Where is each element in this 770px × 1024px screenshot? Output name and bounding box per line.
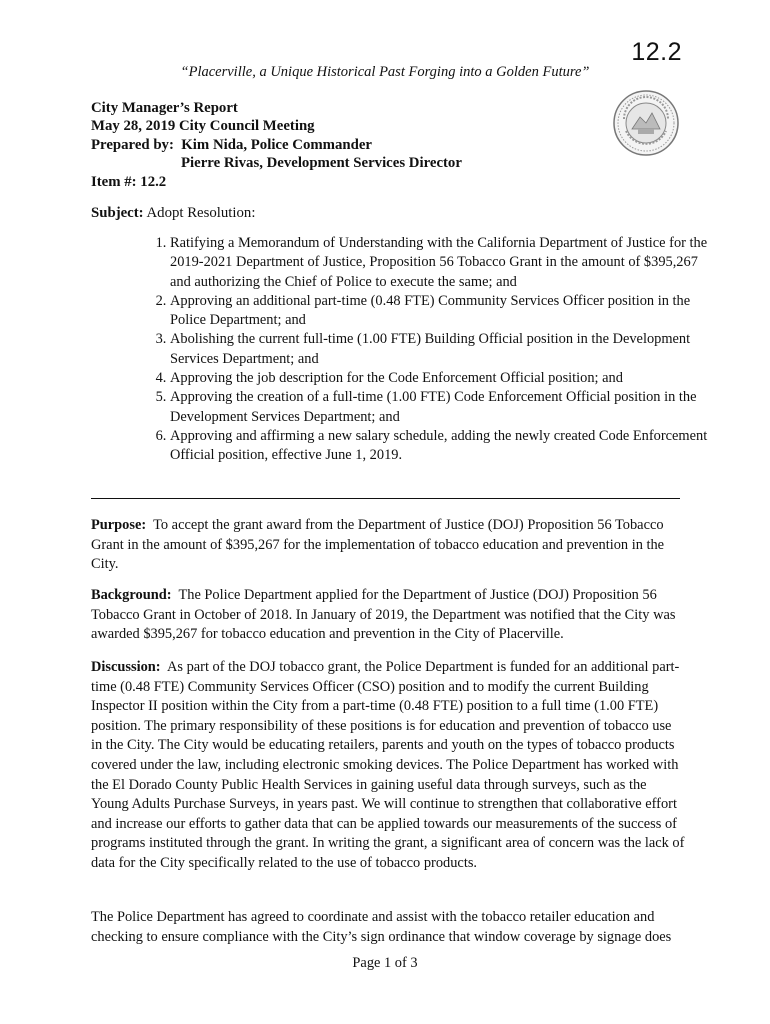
list-item: 3. Abolishing the current full-time (1.00 FTE) Building Official position in the Development Services Department; and [170, 330, 710, 369]
resolution-list [146, 234, 710, 466]
prepared-by-row [91, 136, 462, 154]
purpose-label: Purpose: [91, 517, 147, 533]
list-item: 2. Approving an additional part-time (0.48 FTE) Community Services Officer position in the Police Department; and [170, 292, 710, 331]
discussion-label: Discussion: [91, 659, 161, 675]
purpose-text: To accept the grant award from the Department of Justice (DOJ) Proposition 56 Tobacco Grant in the amount of $395,267 for the implementation of tobacco education and prevention in the City. [91, 517, 665, 573]
city-seal-icon [612, 89, 680, 157]
subject-line [91, 205, 255, 222]
report-header [91, 99, 462, 191]
section-divider [91, 498, 680, 499]
item-label: Item #: 12.2 [91, 173, 167, 190]
preparer-1: Kim Nida, Police Commander [181, 136, 372, 153]
background-text: The Police Department applied for the Department of Justice (DOJ) Proposition 56 Tobacco Grant in October of 2018. In January of 2019, the Department was notified that the City was awarded $395,267 for tobacco education and prevention in the City of Placerville. [91, 587, 676, 643]
closing-paragraph: The Police Department has agreed to coordinate and assist with the tobacco retailer education and checking to ensure compliance with the City’s sign ordinance that window coverage by signage does [91, 909, 672, 945]
report-title: City Manager’s Report [91, 100, 238, 116]
subject-label: Subject: [91, 205, 144, 221]
subject-text: Adopt Resolution: [146, 205, 256, 221]
page-number: Page 1 of 3 [352, 955, 418, 971]
list-item: 5. Approving the creation of a full-time (1.00 FTE) Code Enforcement Official position in the Development Services Department; and [170, 388, 710, 427]
list-item: 4. Approving the job description for the Code Enforcement Official position; and [170, 369, 710, 388]
list-item: 1. Ratifying a Memorandum of Understanding with the California Department of Justice for the 2019-2021 Department of Justice, Proposition 56 Tobacco Grant in the amount of $395,267 and authorizing the Chief of Police to execute the same; and [170, 234, 710, 292]
prepared-by-label: Prepared by: [91, 136, 174, 153]
discussion-text: As part of the DOJ tobacco grant, the Police Department is funded for an additional part-time (0.48 FTE) Community Services Officer (CSO) position and to modify the current Building Inspector II position within the City from a part-time (0.48 FTE) position to a full time (1.00 FTE) position. The primary responsibility of these positions is for education and prevention of tobacco use in the City. The City would be educating retailers, parents and youth on the types of tobacco products covered under the law, including electronic smoking devices. The Police Department has worked with the El Dorado County Public Health Services in gaining useful data through surveys, such as the Young Adults Purchase Surveys, in years past. We will continue to strengthen that collaborative effort and increase our efforts to gather data that can be applied towards our measurements of the success of programs instituted through the grant. In writing the grant, a significant area of concern was the lack of data for the City specifically related to the use of tobacco products. [91, 659, 685, 871]
background-paragraph [91, 586, 685, 645]
meeting-date: May 28, 2019 City Council Meeting [91, 118, 315, 135]
list-item: 6. Approving and affirming a new salary schedule, adding the newly created Code Enforcement Official position, effective June 1, 2019. [170, 427, 710, 466]
discussion-paragraph [91, 658, 685, 874]
preparer-2: Pierre Rivas, Development Services Director [181, 155, 462, 172]
purpose-paragraph [91, 516, 685, 575]
city-motto: “Placerville, a Unique Historical Past Forging into a Golden Future” [180, 64, 590, 80]
background-label: Background: [91, 587, 172, 603]
agenda-item-number: 12.2 [631, 38, 682, 66]
